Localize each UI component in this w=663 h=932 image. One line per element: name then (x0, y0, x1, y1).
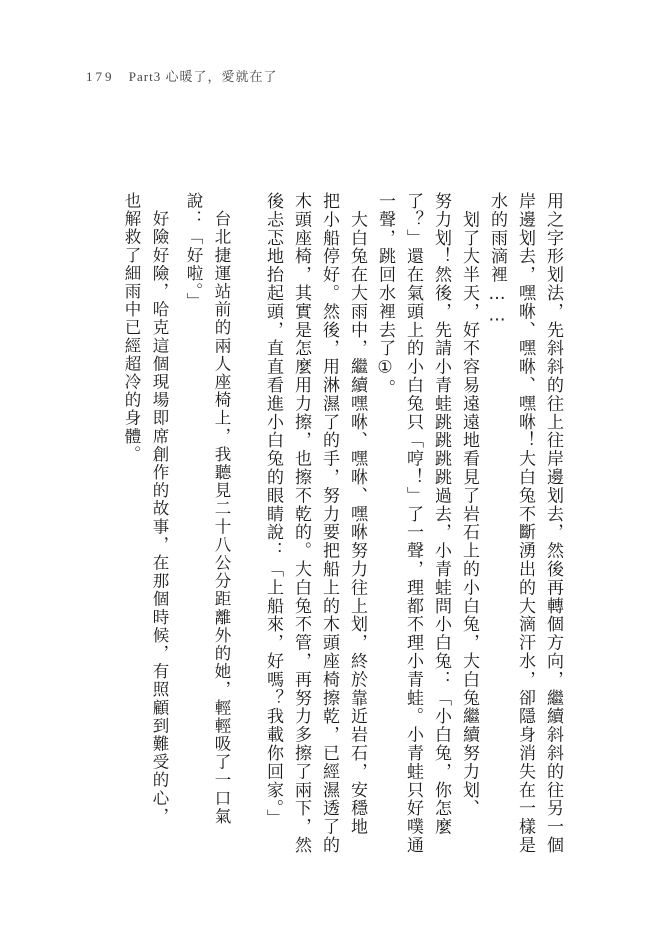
story-column-1: 用之字形划法，先斜斜的往上往岸邊划去，然後再轉個方向，繼續斜斜的往另一個 (543, 192, 563, 855)
story-column-6: 了？」還在氣頭上的小白兔只「哼！」了一聲，理都不理小青蛙。小青蛙只好噗通 (403, 192, 423, 855)
running-header (86, 66, 277, 85)
story-column-4: 划了大半天，好不容易遠遠地看見了岩石上的小白兔，大白兔繼續努力划、 (459, 192, 479, 818)
narration-column-4: 也解救了細雨中已經超冷的身體。 (122, 192, 141, 464)
story-column-11: 後忐忑地抬起頭，直直看進小白兔的眼睛說：「上船來，好嗎？我載你回家。」 (263, 192, 283, 828)
narration-column-1: 台北捷運站前的兩人座椅上，我聽見二十八公分距離外的她，輕輕吸了一口氣 (212, 192, 231, 826)
story-column-3: 水的雨滴裡…… (487, 192, 507, 327)
page-number: 179 (86, 69, 115, 84)
story-column-2: 岸邊划去，嘿咻、嘿咻、嘿咻！大白兔不斷湧出的大滴汗水，卻隱身消失在一樣是 (515, 192, 535, 855)
story-column-7: 一聲，跳回水裡去了①。 (375, 192, 395, 398)
story-column-8: 大白兔在大雨中，繼續嘿咻、嘿咻、嘿咻努力往上划，終於靠近岩石，安穩地 (347, 192, 367, 836)
narration-column-2: 說：「好啦。」 (184, 192, 203, 311)
narration-column-3: 好險好險，哈克這個現場即席創作的故事，在那個時候，有照顧到難受的心， (150, 192, 169, 826)
section-title: Part3 心暖了，愛就在了 (128, 69, 278, 84)
story-column-10: 木頭座椅，其實是怎麼用力擦，也擦不乾的。大白兔不管，再努力多擦了兩下，然 (291, 192, 311, 855)
story-column-9: 把小船停好。然後，用淋濕了的手，努力要把船上的木頭座椅擦乾，已經濕透了的 (319, 192, 339, 855)
story-column-5: 努力划！然後，先請小青蛙跳跳跳跳過去，小青蛙問小白兔：「小白兔，你怎麼 (431, 192, 451, 836)
